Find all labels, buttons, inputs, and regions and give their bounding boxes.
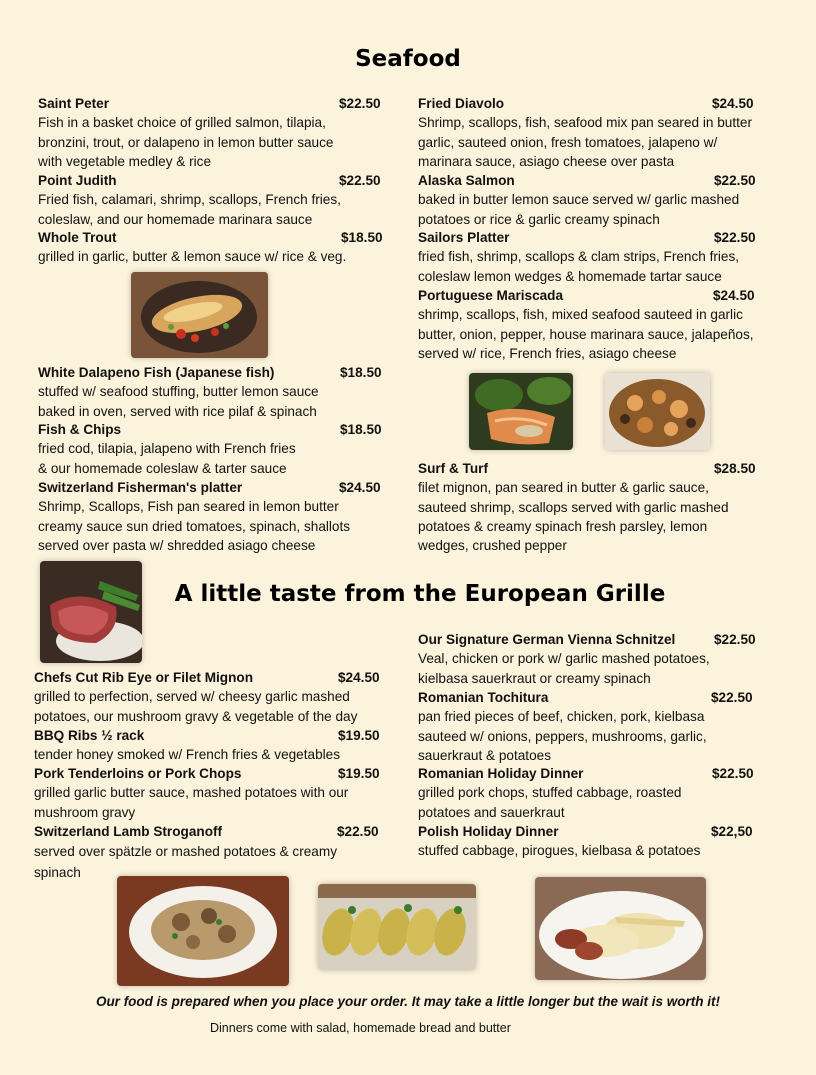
item-description: Shrimp, Scallops, Fish pan seared in lemon butter creamy sauce sun dried tomatoes, spinach, shallots served over pasta w/ shredded asiago cheese xyxy=(38,499,351,553)
item-price: $19.50 xyxy=(338,766,380,781)
menu-item-bbq-ribs xyxy=(34,726,394,765)
item-name: White Dalapeno Fish (Japanese fish) xyxy=(38,365,275,380)
menu-item-point-judith xyxy=(38,171,388,229)
item-price: $22.50 xyxy=(712,766,754,781)
item-name: Sailors Platter xyxy=(418,230,510,245)
menu-item-white-dalapeno-fish xyxy=(38,363,388,421)
menu-item-romanian-tochitura xyxy=(418,688,798,765)
item-price: $18.50 xyxy=(341,230,383,245)
item-description: filet mignon, pan seared in butter & garlic sauce, sauteed shrimp, scallops served with garlic mashed potatoes & creamy spinach fresh parsley, lemon wedges, crushed pepper xyxy=(418,480,729,554)
item-price: $22.50 xyxy=(339,173,381,188)
item-description: shrimp, scallops, fish, mixed seafood sauteed in garlic butter, onion, pepper, house marinara sauce, jalapeños, served w/ rice, French fries, asiago cheese xyxy=(418,307,754,361)
menu-item-surf-and-turf xyxy=(418,459,798,555)
item-price: $18.50 xyxy=(340,365,382,380)
item-name: Saint Peter xyxy=(38,96,110,111)
item-description: Shrimp, scallops, fish, seafood mix pan seared in butter garlic, sauteed onion, fresh tomatoes, jalapeno w/ marinara sauce, asiago cheese over pasta xyxy=(418,115,752,169)
prime-rib-photo xyxy=(40,561,142,663)
mariscada-photo xyxy=(605,373,710,450)
item-price: $24.50 xyxy=(713,288,755,303)
item-description: Fish in a basket choice of grilled salmon, tilapia, bronzini, trout, or dalapeno in lemon butter sauce with vegetable medley & rice xyxy=(38,115,334,169)
item-price: $18.50 xyxy=(340,422,382,437)
item-name: Portuguese Mariscada xyxy=(418,288,564,303)
item-price: $24.50 xyxy=(712,96,754,111)
item-price: $22,50 xyxy=(711,824,753,839)
item-name: Chefs Cut Rib Eye or Filet Mignon xyxy=(34,670,254,685)
menu-item-saint-peter xyxy=(38,94,388,171)
menu-item-romanian-holiday-dinner xyxy=(418,764,798,822)
menu-item-alaska-salmon xyxy=(418,171,798,229)
item-price: $28.50 xyxy=(714,461,756,476)
item-name: Romanian Tochitura xyxy=(418,690,549,705)
grilled-trout-photo xyxy=(131,272,268,358)
order-prepared-note: Our food is prepared when you place your order. It may take a little longer but the wait is worth it! xyxy=(95,994,721,1009)
item-name: Pork Tenderloins or Pork Chops xyxy=(34,766,242,781)
item-name: Alaska Salmon xyxy=(418,173,515,188)
item-description: stuffed w/ seafood stuffing, butter lemon sauce baked in oven, served with rice pilaf & spinach xyxy=(38,384,319,419)
item-description: grilled to perfection, served w/ cheesy garlic mashed potatoes, our mushroom gravy & vegetable of the day xyxy=(34,689,358,724)
item-price: $22.50 xyxy=(711,690,753,705)
menu-item-pork-tenderloins xyxy=(34,764,394,822)
item-price: $22.50 xyxy=(714,632,756,647)
item-name: Switzerland Lamb Stroganoff xyxy=(34,824,223,839)
menu-item-sailors-platter xyxy=(418,228,798,286)
menu-item-switzerland-fishermans-platter xyxy=(38,478,388,555)
item-name: Point Judith xyxy=(38,173,117,188)
european-section-title: A little taste from the European Grille xyxy=(174,581,666,607)
menu-item-whole-trout xyxy=(38,228,388,267)
item-description: Fried fish, calamari, shrimp, scallops, French fries, coleslaw, and our homemade marinara sauce xyxy=(38,192,341,227)
menu-item-vienna-schnitzel xyxy=(418,630,798,688)
item-price: $22.50 xyxy=(714,230,756,245)
item-description: served over spätzle or mashed potatoes & creamy spinach xyxy=(34,844,337,881)
item-description: fried cod, tilapia, jalapeno with French fries & our homemade coleslaw & tarter sauce xyxy=(38,441,296,476)
item-description: stuffed cabbage, pirogues, kielbasa & potatoes xyxy=(418,843,701,859)
stroganoff-photo xyxy=(117,876,289,986)
item-name: Our Signature German Vienna Schnitzel xyxy=(418,632,676,647)
item-name: Romanian Holiday Dinner xyxy=(418,766,584,781)
item-description: baked in butter lemon sauce served w/ garlic mashed potatoes or rice & garlic creamy spinach xyxy=(418,192,740,227)
pierogi-kielbasa-photo xyxy=(535,877,706,980)
item-price: $24.50 xyxy=(339,480,381,495)
item-description: Veal, chicken or pork w/ garlic mashed potatoes, kielbasa sauerkraut or creamy spinach xyxy=(418,651,710,686)
item-name: Switzerland Fisherman's platter xyxy=(38,480,243,495)
menu-item-portuguese-mariscada xyxy=(418,286,798,363)
item-description: grilled garlic butter sauce, mashed potatoes with our mushroom gravy xyxy=(34,785,349,820)
item-description: tender honey smoked w/ French fries & vegetables xyxy=(34,747,341,763)
seafood-section-title: Seafood xyxy=(355,46,461,72)
item-name: Fish & Chips xyxy=(38,422,122,437)
item-description: pan fried pieces of beef, chicken, pork, kielbasa sauteed w/ onions, peppers, mushrooms, garlic, sauerkraut & potatoes xyxy=(418,709,707,763)
item-price: $24.50 xyxy=(338,670,380,685)
item-description: fried fish, shrimp, scallops & clam strips, French fries, coleslaw lemon wedges & homemade tartar sauce xyxy=(418,249,740,284)
item-name: Whole Trout xyxy=(38,230,117,245)
salmon-spinach-photo xyxy=(469,373,573,450)
menu-item-fish-and-chips xyxy=(38,420,388,478)
item-name: Surf & Turf xyxy=(418,461,488,476)
item-price: $22.50 xyxy=(714,173,756,188)
menu-item-rib-eye-filet-mignon xyxy=(34,668,394,726)
item-description: grilled in garlic, butter & lemon sauce w/ rice & veg. xyxy=(38,249,347,265)
item-price: $19.50 xyxy=(338,728,380,743)
menu-item-fried-diavolo xyxy=(418,94,798,171)
menu-item-lamb-stroganoff xyxy=(34,822,394,883)
dinners-include-note: Dinners come with salad, homemade bread and butter xyxy=(210,1021,511,1035)
menu-item-polish-holiday-dinner xyxy=(418,822,798,861)
item-name: Polish Holiday Dinner xyxy=(418,824,559,839)
stuffed-cabbage-photo xyxy=(318,884,476,970)
item-name: BBQ Ribs ½ rack xyxy=(34,728,145,743)
item-price: $22.50 xyxy=(337,824,379,839)
item-name: Fried Diavolo xyxy=(418,96,505,111)
item-description: grilled pork chops, stuffed cabbage, roasted potatoes and sauerkraut xyxy=(418,785,682,820)
item-price: $22.50 xyxy=(339,96,381,111)
